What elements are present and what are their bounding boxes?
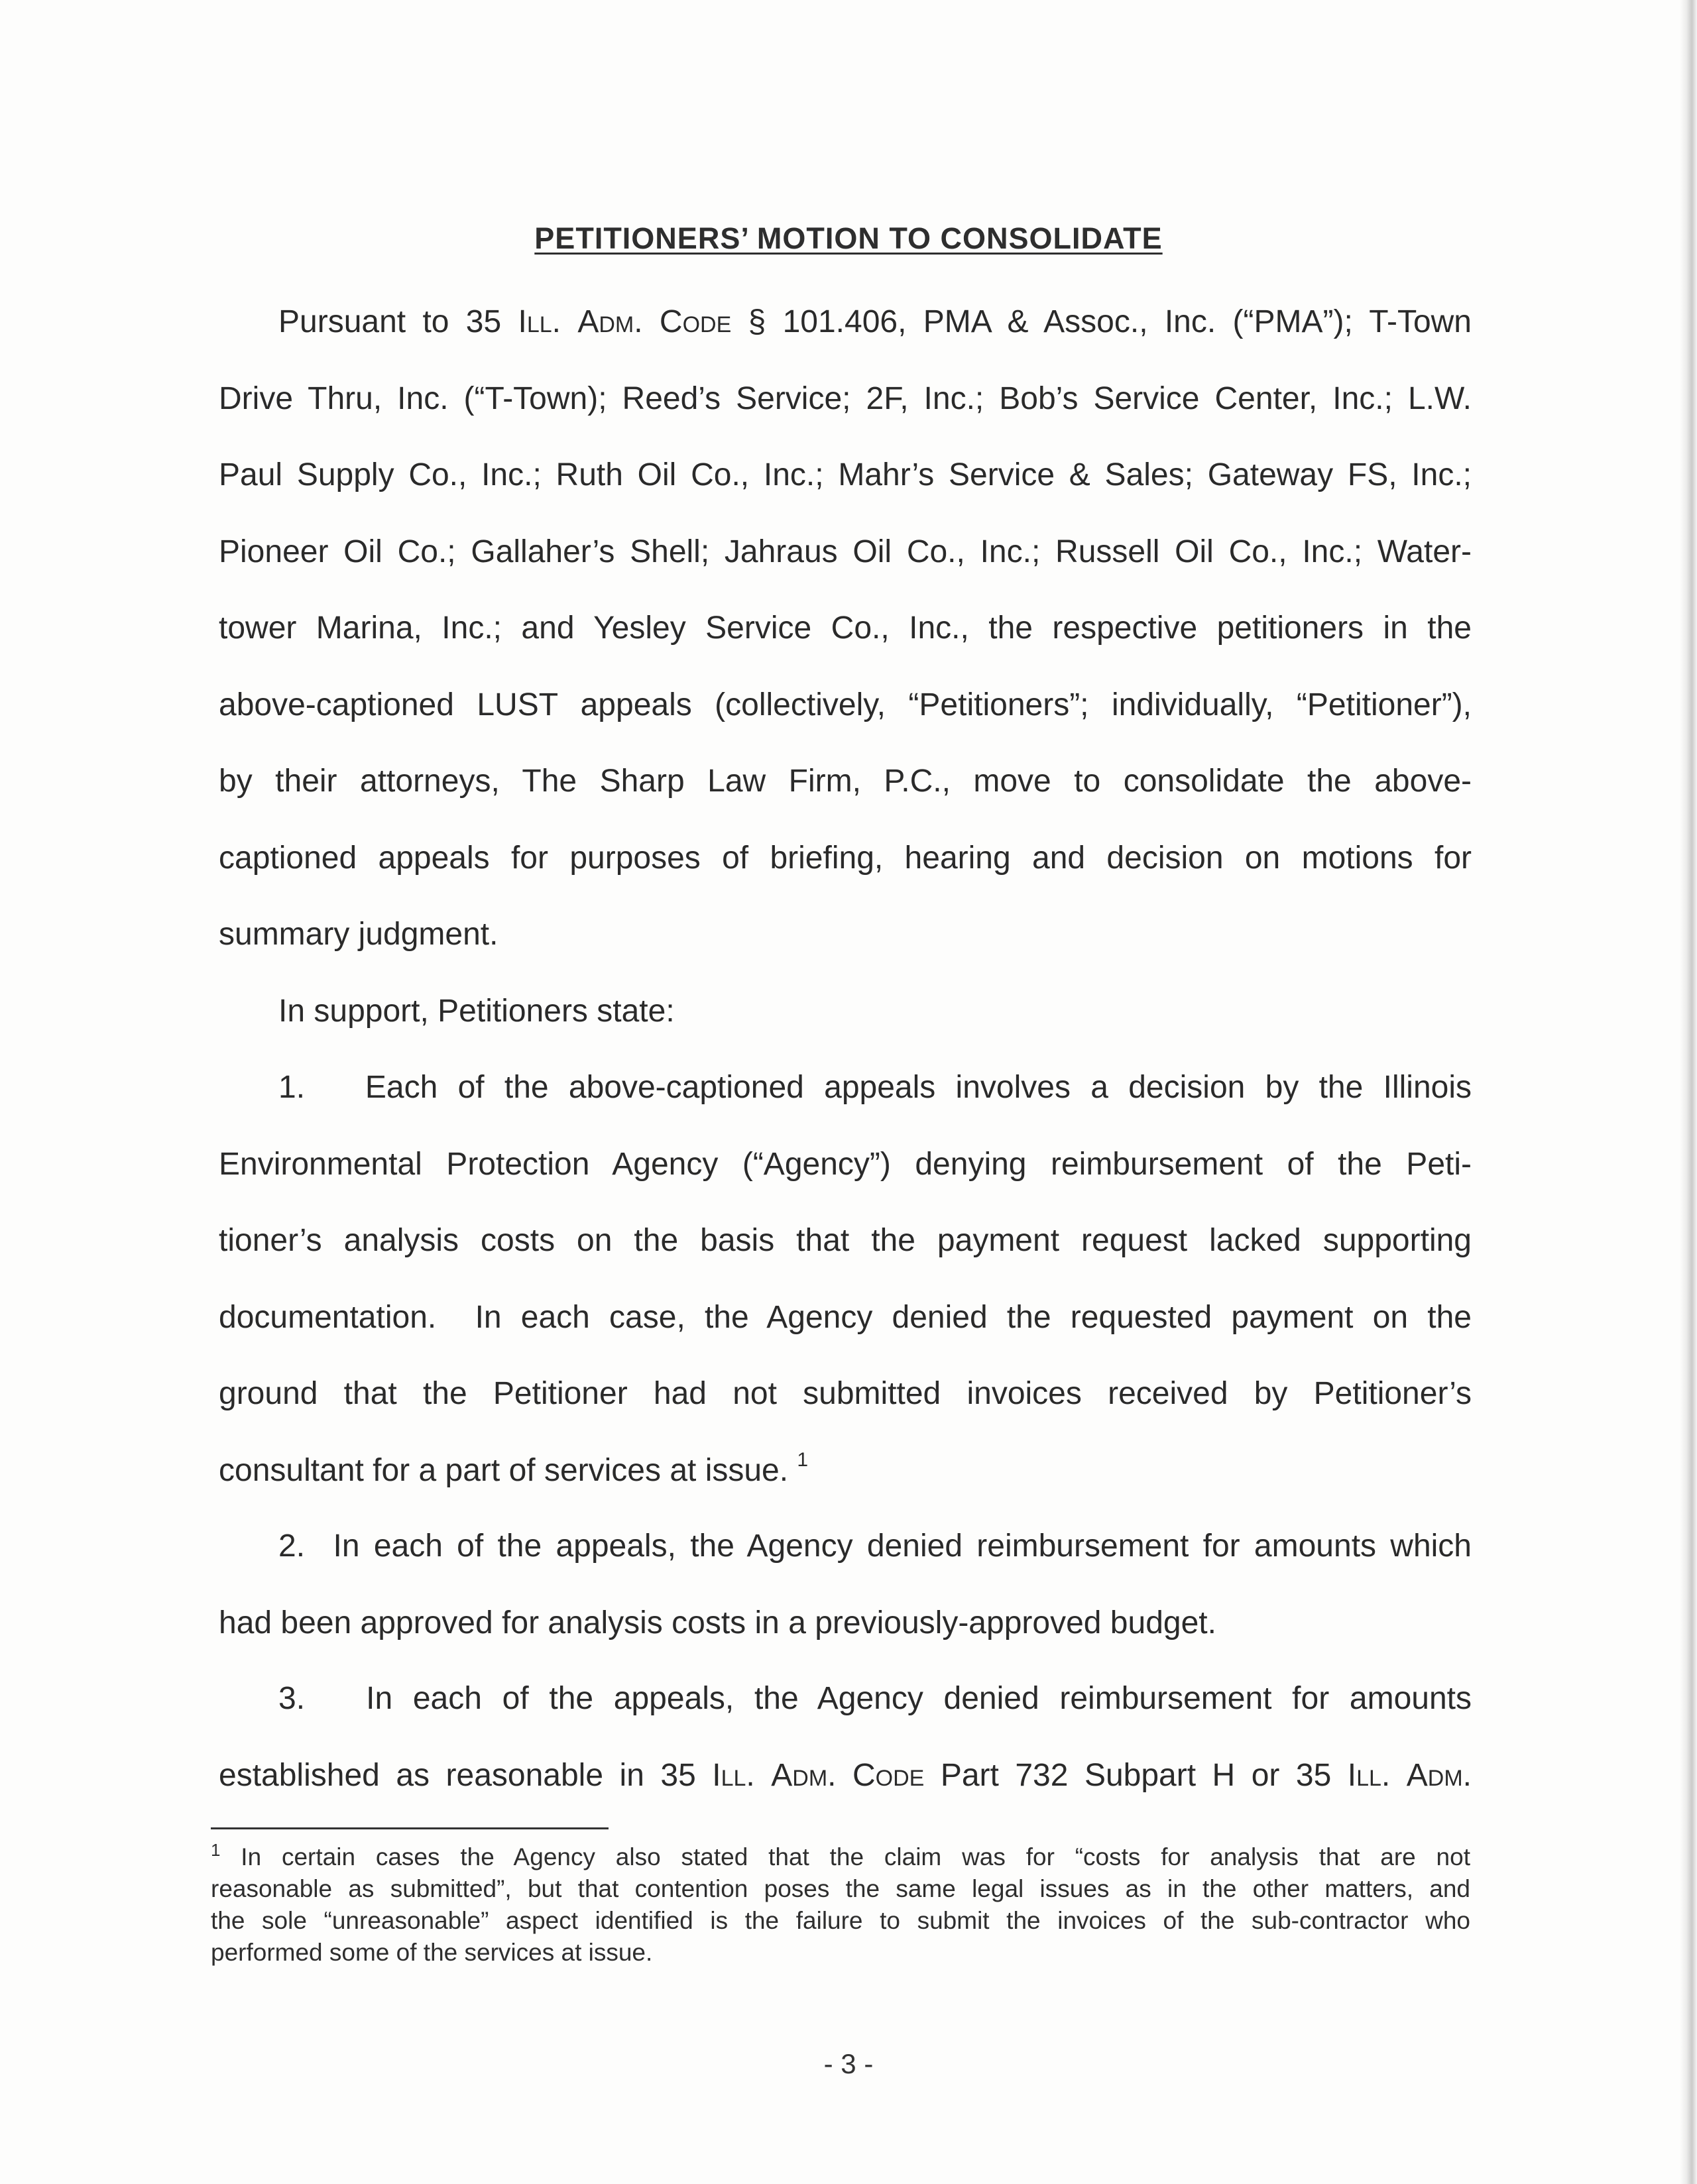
- footnote-line-1: $^1$ In certain cases the Agency also stated that the claim was for “costs for analysis that are not: [211, 1840, 1470, 1870]
- footnote-reference: 1: [797, 1448, 809, 1471]
- intro-line-4: Pioneer Oil Co.; Gallaher’s Shell; Jahraus Oil Co., Inc.; Russell Oil Co., Inc.; Water-: [219, 534, 1472, 569]
- document-title: PETITIONERS’ MOTION TO CONSOLIDATE: [534, 221, 1163, 255]
- footnote-line-3: the sole “unreasonable” aspect identified is the failure to submit the invoices of the sub-contractor who: [211, 1907, 1470, 1934]
- intro-paragraph: [219, 284, 1472, 973]
- scan-edge-shadow: [1680, 0, 1697, 2184]
- item-1-line-3: tioner’s analysis costs on the basis that the payment request lacked supporting: [219, 1223, 1472, 1258]
- intro-line-9: summary judgment.: [219, 917, 498, 952]
- footnote-marker: 1: [211, 1840, 221, 1860]
- footnote-line-4: performed some of the services at issue.: [211, 1939, 653, 1966]
- item-1-line-5: ground that the Petitioner had not submitted invoices received by Petitioner’s: [219, 1376, 1472, 1411]
- intro-line-1: Pursuant to 35 Ill. Adm. Code § 101.406, PMA & Assoc., Inc. (“PMA”); T-Town: [278, 304, 1472, 339]
- page-number: - 3 -: [823, 2048, 874, 2079]
- item-1-paragraph: [219, 1049, 1472, 1509]
- intro-line-2: Drive Thru, Inc. (“T-Town); Reed’s Service; 2F, Inc.; Bob’s Service Center, Inc.; L.W.: [219, 380, 1472, 416]
- item-1-line-1: 1. Each of the above-captioned appeals involves a decision by the Illinois: [278, 1070, 1472, 1105]
- footnote-line-2: reasonable as submitted”, but that contention poses the same legal issues as in the other matters, and: [211, 1875, 1470, 1902]
- item-1-line-4: documentation. In each case, the Agency denied the requested payment on the: [219, 1299, 1472, 1335]
- intro-line-8: captioned appeals for purposes of briefing, hearing and decision on motions for: [219, 840, 1472, 876]
- support-line: In support, Petitioners state:: [278, 994, 675, 1029]
- intro-line-6: above-captioned LUST appeals (collectively, “Petitioners”; individually, “Petitioner”),: [219, 687, 1472, 722]
- item-3-line-2: established as reasonable in 35 Ill. Adm. Code Part 732 Subpart H or 35 Ill. Adm.: [219, 1757, 1472, 1793]
- intro-line-5: tower Marina, Inc.; and Yesley Service Co., Inc., the respective petitioners in the: [219, 610, 1472, 646]
- footnote: [211, 1841, 1470, 1969]
- footnote-separator: [211, 1827, 609, 1829]
- intro-line-3: Paul Supply Co., Inc.; Ruth Oil Co., Inc.; Mahr’s Service & Sales; Gateway FS, Inc.;: [219, 457, 1472, 492]
- item-1-line-2: Environmental Protection Agency (“Agency”) denying reimbursement of the Peti-: [219, 1146, 1472, 1182]
- item-1-line-6: consultant for a part of services at issue. $^1$: [219, 1448, 809, 1488]
- item-2-paragraph: [219, 1508, 1472, 1661]
- item-3-line-1: 3. In each of the appeals, the Agency denied reimbursement for amounts: [278, 1681, 1472, 1716]
- item-2-line-1: 2. In each of the appeals, the Agency denied reimbursement for amounts which: [278, 1528, 1472, 1564]
- item-3-paragraph: [219, 1660, 1472, 1813]
- intro-line-7: by their attorneys, The Sharp Law Firm, P.C., move to consolidate the above-: [219, 764, 1472, 799]
- support-paragraph: [219, 973, 1472, 1050]
- item-2-line-2: had been approved for analysis costs in a previously-approved budget.: [219, 1605, 1216, 1640]
